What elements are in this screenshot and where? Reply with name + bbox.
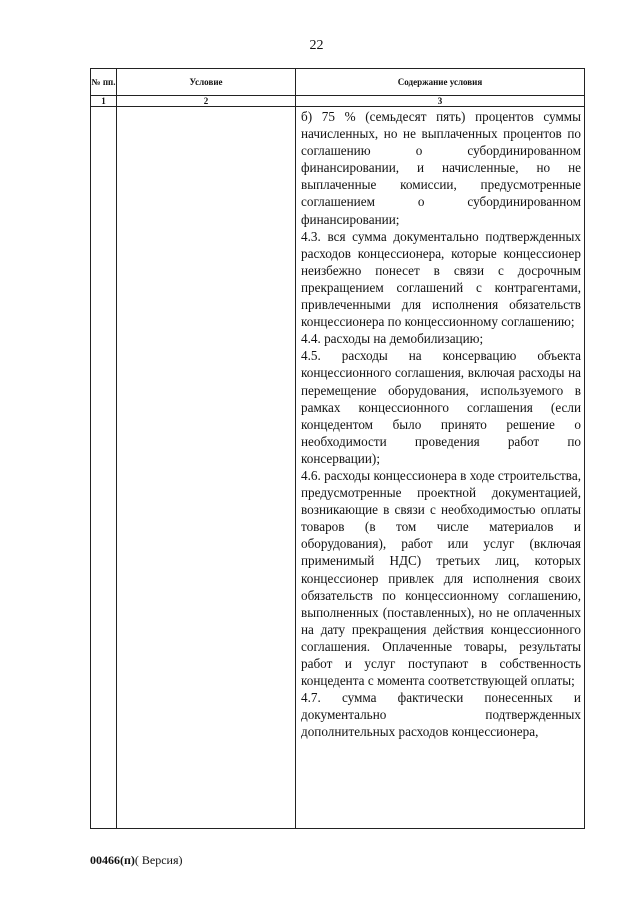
- table-row: [91, 107, 585, 829]
- paragraph-4-4: 4.4. расходы на демобилизацию;: [301, 331, 484, 347]
- paragraph-4-6: 4.6. расходы концессионера в ходе строительства, предусмотренные проектной документацией, возникающие в связи с необходимостью оплаты товаров (в том числе материалов и оборудования), работ или услуг (включая применимый НДС) третьих лиц, которых концессионер привлек для исполнения своих обязательств по концессионному соглашению, выполненных (поставленных), но не оплаченных на дату прекращения действия концессионного соглашения. Оплаченные товары, результаты работ и услуг поступают в собственность концедента с момента соответствующей оплаты;: [301, 467, 581, 689]
- paragraph-4-3: 4.3. вся сумма документально подтвержденных расходов концессионера, которые концессионер неизбежно понесет в связи с досрочным прекращением соглашений с контрагентами, привлеченными для исполнения обязательств концессионера по концессионному соглашению;: [301, 228, 581, 330]
- document-footer: [90, 853, 183, 868]
- paragraph-4-7: 4.7. сумма фактически понесенных и документально подтвержденных дополнительных расходов концессионера,: [301, 690, 581, 740]
- document-version: ( Версия): [134, 853, 183, 867]
- column-number-2: 2: [117, 96, 296, 107]
- column-number-3: 3: [296, 96, 585, 107]
- table-header-row: [91, 69, 585, 96]
- header-number: № пп.: [91, 69, 117, 96]
- header-content: Содержание условия: [296, 69, 585, 96]
- cell-content: [296, 107, 585, 829]
- column-number-row: [91, 96, 585, 107]
- cell-condition: [117, 107, 296, 829]
- document-code: 00466(п): [90, 853, 135, 867]
- cell-number: [91, 107, 117, 829]
- page-number: 22: [309, 38, 324, 53]
- paragraph-4-5: 4.5. расходы на консервацию объекта концессионного соглашения, включая расходы на перемещение оборудования, используемого в рамках концессионного соглашения (если концедентом было принято решение о необходимости проведения работ по консервации);: [301, 348, 581, 466]
- conditions-table: [90, 68, 585, 829]
- header-condition: Условие: [117, 69, 296, 96]
- paragraph-b: б) 75 % (семьдесят пять) процентов суммы начисленных, но не выплаченных процентов по соглашению о субординированном финансировании, и начисленные, но не выплаченные комиссии, предусмотренные соглашением о субординированном финансировании;: [301, 109, 581, 227]
- column-number-1: 1: [91, 96, 117, 107]
